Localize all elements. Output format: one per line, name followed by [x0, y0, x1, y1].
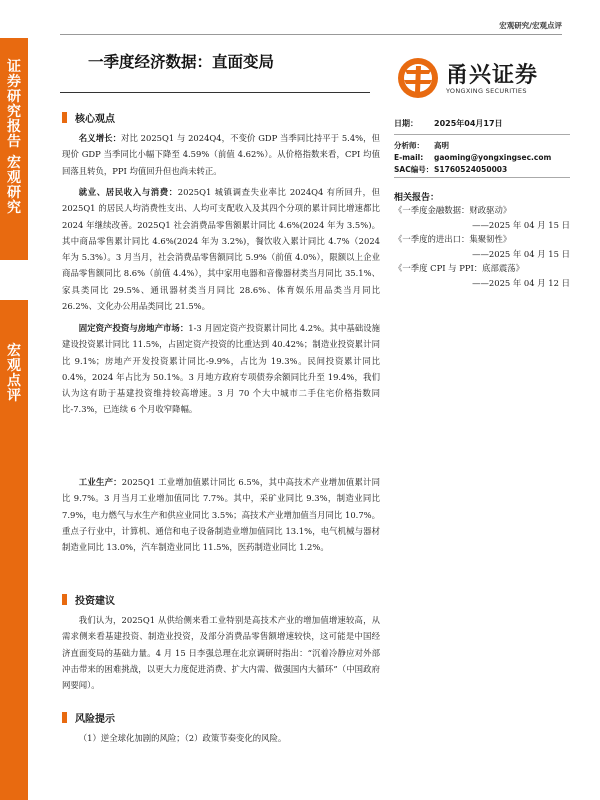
- sidebar-band-mid: [0, 300, 28, 800]
- meta-analyst-row: 分析师： 高明: [394, 141, 449, 150]
- section-marker: [62, 712, 67, 723]
- related-report-item[interactable]: 《一季度金融数据：财政驱动》 ——2025 年 04 月 15 日: [394, 205, 570, 230]
- meta-email-row: E-mail: gaoming@yongxingsec.com: [394, 153, 552, 162]
- section-core-heading: 核心观点: [62, 110, 115, 125]
- sidebar-label-research: 证券研究报告: [7, 59, 21, 150]
- logo-mark-icon: [396, 56, 440, 100]
- meta-divider: [394, 134, 570, 135]
- report-meta-panel: [394, 118, 570, 290]
- section-invest-heading: 投资建议: [62, 592, 115, 607]
- paragraph-industry: 工业生产：2025Q1 工业增加值累计同比 6.5%，其中高技术产业增加值累计同比 9.7%。3 月当月工业增加值同比 7.7%。其中，采矿业同比 9.3%，制造业同比 7.9%，电力燃气与水生产和供应业同比 3.5%；高技术产业增加值当月同比 10.7%。重点子行业中，计算机、通信和电子设备制造业增加值同比 13.1%，电气机械与器材制造业同比 13.0%，汽车制造业同比 11.5%，医药制造业同比 1.2%。: [62, 477, 381, 553]
- meta-date-row: 日期： 2025年04月17日: [394, 119, 503, 128]
- sidebar-label-review: 宏观点评: [7, 343, 21, 404]
- section-marker: [62, 112, 67, 123]
- report-category-tag: 宏观研究/宏观点评: [499, 21, 562, 30]
- related-reports-heading: 相关报告：: [394, 193, 440, 203]
- logo-company-name: 甬兴证券: [446, 63, 539, 88]
- top-divider: [60, 34, 562, 35]
- company-logo: [396, 56, 566, 102]
- meta-divider: [394, 177, 570, 178]
- paragraph-invest-advice: 我们认为，2025Q1 从供给侧来看工业特别是高技术产业的增加值增速较高，从需求侧来看基建投资、制造业投资，及部分消费品零售额增速较快，这可能是中国经济直面变局的基础力量。4 月 15 日李强总理在北京调研时指出：“沉着冷静应对外部冲击带来的困难挑战，以更大力度促进消费、扩大内需、做强国内大循环”（中国政府网要闻）。: [62, 615, 380, 691]
- report-date: 2025年04月17日: [434, 119, 503, 128]
- paragraph-risk: （1）逆全球化加剧的风险；（2）政策节奏变化的风险。: [78, 733, 287, 743]
- logo-english-name: YONGXING SECURITIES: [446, 87, 527, 95]
- section-risk-heading: 风险提示: [62, 710, 115, 725]
- analyst-name: 高明: [434, 141, 449, 150]
- sac-number: S1760524050003: [434, 165, 508, 174]
- report-title: 一季度经济数据：直面变局: [88, 53, 275, 71]
- related-report-item[interactable]: 《一季度的进出口：集聚韧性》 ——2025 年 04 月 15 日: [394, 234, 570, 259]
- sidebar-band-top: [0, 38, 28, 260]
- related-report-item[interactable]: 《一季度 CPI 与 PPI：底部震荡》 ——2025 年 04 月 12 日: [394, 263, 570, 288]
- sidebar-label-macro: 宏观研究: [7, 155, 21, 216]
- paragraph-investment: 固定资产投资与房地产市场：1-3 月固定资产投资累计同比 4.2%。其中基础设施建设投资累计同比 11.5%，占固定资产投资的比重达到 40.42%；制造业投资累计同比 9.1%；房地产开发投资累计同比-9.9%，占比为 19.3%。民间投资累计同比 0.4%，2024 年占比为 50.1%。3 月地方政府专项债券余额同比升至 19.4%，我们认为这有助于基建投资维持较高增速。3 月 70 个大中城市二手住宅价格指数同比-7.3%，已连续 6 个月收窄降幅。: [62, 323, 381, 415]
- title-divider: [60, 92, 370, 93]
- paragraph-nominal-growth: 名义增长：对比 2025Q1 与 2024Q4，不变价 GDP 当季同比持平于 5.4%，但现价 GDP 当季同比小幅下降至 4.59%（前值 4.62%）。从价格指数来看，CPI 均值回落且转负，PPI 均值回升但也尚未转正。: [62, 133, 381, 176]
- section-marker: [62, 594, 67, 605]
- meta-sac-row: SAC编号： S1760524050003: [394, 165, 508, 174]
- analyst-email[interactable]: gaoming@yongxingsec.com: [434, 153, 552, 162]
- paragraph-consumption: 就业、居民收入与消费：2025Q1 城镇调查失业率比 2024Q4 有所回升，但 2025Q1 的居民人均消费性支出、人均可支配收入及其四个分项的累计同比增速都比 2024 年继续改善。2025Q1 社会消费品零售额累计同比 4.6%(2024 年为 3.5%)。其中商品零售累计同比 4.6%(2024 年为 3.2%)，餐饮收入累计同比 4.7%（2024 年为 5.3%）。3 月当月，社会消费品零售额同比 5.9%（前值 4.0%），限额以上企业商品零售额同比 8.6%（前值 4.4%），其中家用电器和音像器材类当月同比 35.1%、家具类同比 29.5%、通讯器材类当月同比 28.6%、体育娱乐用品类当月同比 26.2%、文化办公用品类同比 21.5%。: [62, 187, 380, 312]
